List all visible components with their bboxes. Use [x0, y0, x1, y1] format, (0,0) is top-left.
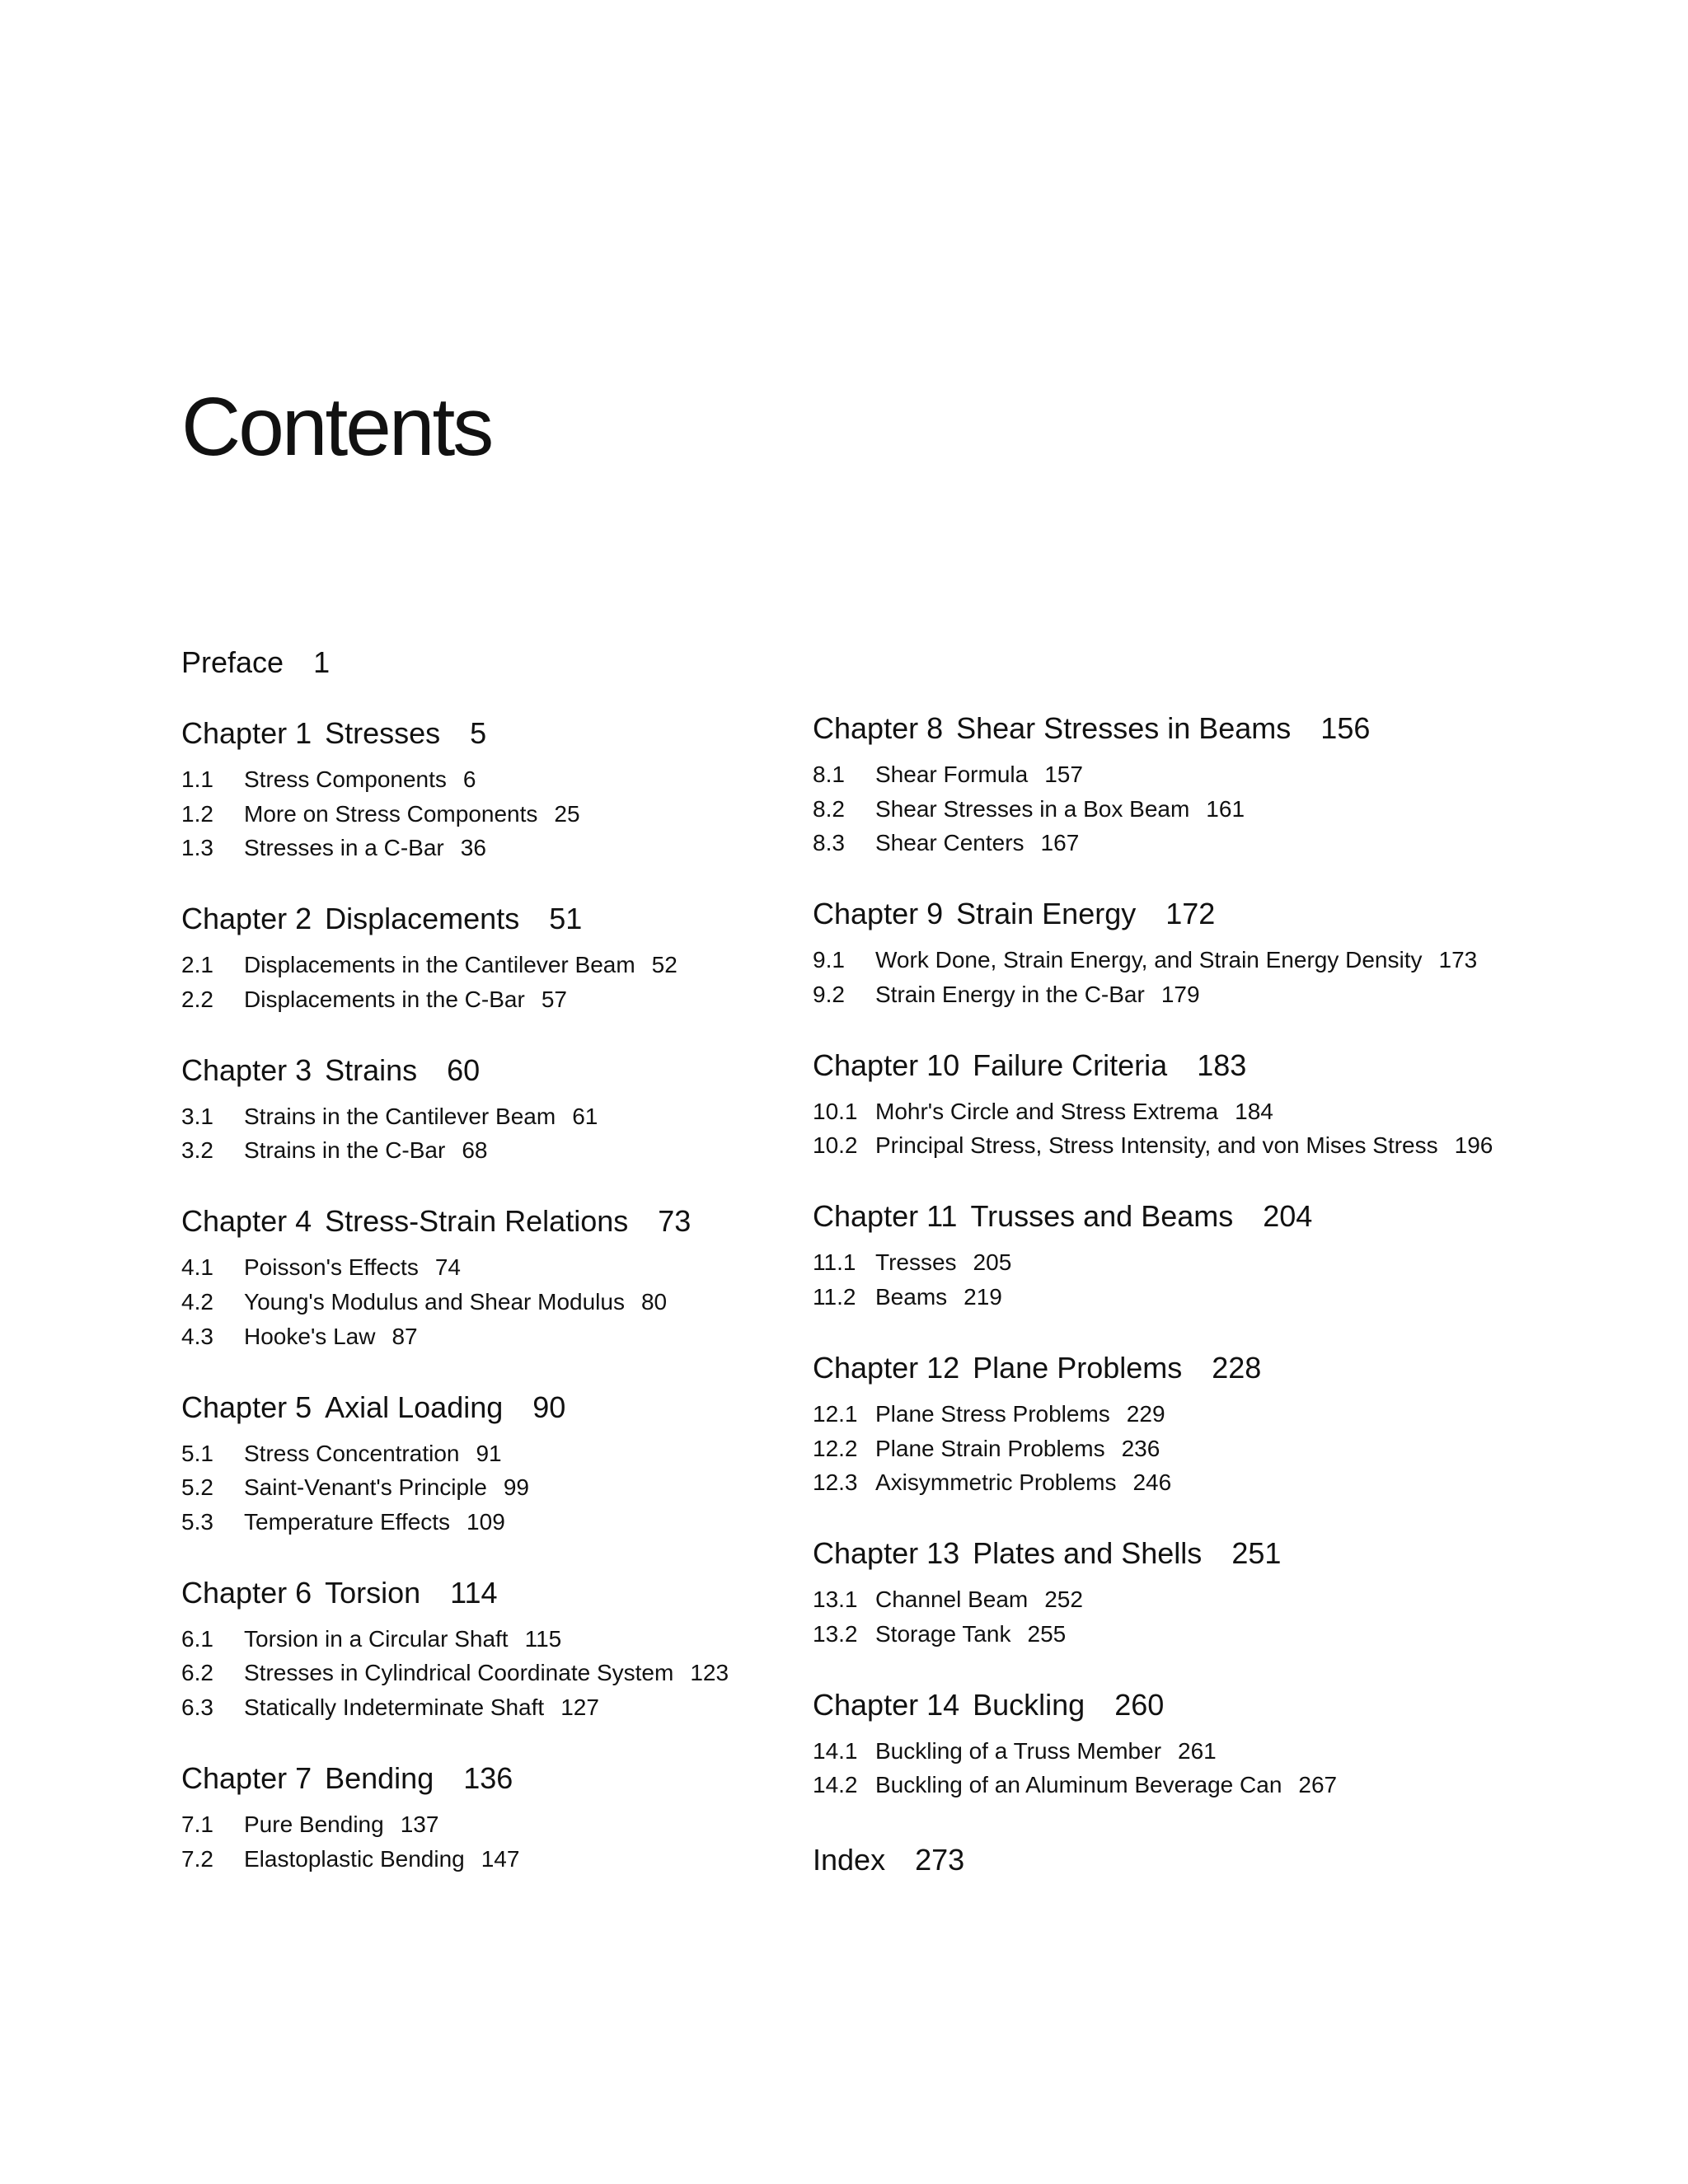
index-page-number: 273: [915, 1843, 965, 1877]
section-entry[interactable]: [181, 1105, 598, 1128]
section-page-number: 219: [964, 1284, 1002, 1310]
section-title: Work Done, Strain Energy, and Strain Energy Density: [875, 947, 1423, 973]
section-number: 5.3: [181, 1508, 213, 1535]
section-page-number: 52: [651, 952, 678, 978]
section-number: 6.2: [181, 1660, 213, 1686]
section-page-number: 261: [1178, 1737, 1217, 1764]
section-entry[interactable]: [813, 1588, 1083, 1611]
section-entry[interactable]: [813, 1134, 1493, 1157]
section-entry[interactable]: [813, 1100, 1273, 1123]
section-title: Plane Stress Problems: [875, 1401, 1110, 1427]
index-label: Index: [813, 1843, 886, 1877]
section-entry[interactable]: [813, 1737, 1217, 1764]
section-title: Plane Strain Problems: [875, 1435, 1105, 1461]
section-entry[interactable]: [181, 1325, 418, 1348]
section-entry[interactable]: [181, 1256, 461, 1279]
index-entry[interactable]: [813, 1845, 964, 1875]
section-number: 8.2: [813, 795, 845, 822]
chapter-title: Buckling: [973, 1687, 1085, 1722]
chapter-page-number: 73: [658, 1204, 692, 1239]
section-number: 10.1: [813, 1098, 858, 1124]
chapter-title: Plates and Shells: [973, 1536, 1203, 1571]
section-entry[interactable]: [181, 988, 567, 1011]
chapter-title: Torsion: [325, 1575, 421, 1610]
section-number: 9.1: [813, 947, 845, 973]
preface-label: Preface: [181, 645, 284, 679]
section-number: 7.2: [181, 1845, 213, 1872]
section-page-number: 6: [462, 766, 476, 792]
chapter-heading[interactable]: [813, 1047, 1247, 1082]
chapter-number: Chapter 9: [813, 897, 944, 931]
section-number: 12.1: [813, 1401, 858, 1427]
chapter-title: Stress-Strain Relations: [325, 1204, 629, 1239]
section-title: Beams: [875, 1284, 948, 1310]
section-title: Channel Beam: [875, 1586, 1029, 1613]
chapter-title: Displacements: [325, 902, 520, 936]
section-number: 14.1: [813, 1737, 858, 1764]
section-page-number: 80: [640, 1289, 668, 1315]
section-page-number: 184: [1235, 1098, 1273, 1124]
chapter-number: Chapter 2: [181, 902, 312, 936]
page-title: Contents: [181, 381, 492, 473]
section-page-number: 179: [1160, 981, 1200, 1007]
chapter-title: Plane Problems: [973, 1351, 1183, 1385]
chapter-heading[interactable]: [181, 904, 582, 934]
chapter-page-number: 5: [470, 716, 487, 750]
section-title: Stresses in Cylindrical Coordinate System: [244, 1660, 674, 1686]
section-page-number: 87: [392, 1323, 418, 1349]
section-title: Shear Formula: [875, 762, 1029, 787]
section-number: 8.3: [813, 830, 845, 856]
section-title: Stresses in a C-Bar: [244, 835, 444, 861]
section-number: 11.1: [813, 1249, 856, 1276]
chapter-page-number: 172: [1165, 897, 1216, 931]
section-title: Strain Energy in the C-Bar: [875, 981, 1145, 1007]
chapter-page-number: 114: [450, 1575, 498, 1610]
chapter-number: Chapter 8: [813, 711, 944, 745]
section-page-number: 252: [1044, 1586, 1083, 1613]
chapter-heading[interactable]: [181, 716, 487, 750]
section-page-number: 127: [560, 1694, 599, 1720]
section-page-number: 57: [541, 986, 567, 1012]
chapter-page-number: 204: [1263, 1199, 1313, 1234]
section-entry[interactable]: [181, 1442, 502, 1465]
section-page-number: 25: [554, 800, 580, 827]
section-page-number: 161: [1206, 795, 1245, 822]
chapter-page-number: 156: [1320, 711, 1371, 745]
section-title: Shear Stresses in a Box Beam: [875, 795, 1190, 822]
section-entry[interactable]: [813, 1403, 1165, 1426]
section-number: 1.2: [181, 800, 213, 827]
section-page-number: 255: [1027, 1620, 1067, 1647]
section-title: Storage Tank: [875, 1620, 1011, 1647]
section-number: 5.1: [181, 1440, 213, 1466]
section-title: Displacements in the C-Bar: [244, 986, 525, 1012]
section-title: Shear Centers: [875, 830, 1025, 856]
chapter-heading[interactable]: [813, 711, 1371, 745]
chapter-title: Strain Energy: [956, 897, 1137, 931]
section-number: 10.2: [813, 1132, 858, 1159]
section-number: 13.1: [813, 1586, 858, 1613]
section-number: 11.2: [813, 1284, 856, 1310]
section-number: 4.2: [181, 1289, 213, 1315]
section-page-number: 236: [1121, 1435, 1160, 1461]
chapter-number: Chapter 13: [813, 1536, 960, 1571]
section-title: Saint-Venant's Principle: [244, 1474, 487, 1501]
chapter-page-number: 260: [1114, 1687, 1165, 1722]
section-page-number: 68: [462, 1137, 488, 1164]
section-title: Stress Components: [244, 766, 447, 792]
section-number: 3.2: [181, 1137, 213, 1164]
chapter-number: Chapter 12: [813, 1351, 960, 1385]
section-page-number: 157: [1044, 762, 1083, 787]
section-title: Tresses: [875, 1249, 957, 1276]
chapter-number: Chapter 3: [181, 1052, 312, 1087]
chapter-heading[interactable]: [813, 1536, 1282, 1571]
section-entry[interactable]: [813, 983, 1200, 1006]
section-number: 4.3: [181, 1323, 213, 1349]
chapter-page-number: 60: [447, 1052, 481, 1087]
section-entry[interactable]: [181, 1476, 529, 1499]
chapter-number: Chapter 11: [813, 1199, 958, 1234]
chapter-page-number: 251: [1231, 1536, 1282, 1571]
chapter-number: Chapter 7: [181, 1761, 312, 1795]
section-number: 1.3: [181, 835, 213, 861]
section-entry[interactable]: [813, 763, 1083, 786]
section-number: 6.3: [181, 1694, 213, 1720]
section-page-number: 36: [460, 835, 486, 861]
chapter-title: Trusses and Beams: [970, 1199, 1234, 1234]
section-title: Strains in the C-Bar: [244, 1137, 446, 1164]
section-number: 9.2: [813, 981, 845, 1007]
section-entry[interactable]: [813, 1471, 1171, 1494]
chapter-heading[interactable]: [181, 1575, 498, 1610]
chapter-number: Chapter 4: [181, 1204, 312, 1239]
section-page-number: 147: [481, 1845, 520, 1872]
section-number: 14.2: [813, 1772, 858, 1798]
chapter-page-number: 228: [1212, 1351, 1262, 1385]
chapter-heading[interactable]: [181, 1761, 513, 1795]
chapter-page-number: 51: [549, 902, 583, 936]
preface-entry[interactable]: [181, 645, 331, 679]
section-entry[interactable]: [813, 795, 1245, 822]
chapter-title: Bending: [325, 1761, 434, 1795]
section-number: 6.1: [181, 1625, 213, 1652]
section-number: 7.1: [181, 1811, 213, 1837]
chapter-heading[interactable]: [181, 1052, 481, 1087]
section-page-number: 61: [572, 1103, 598, 1129]
section-entry[interactable]: [181, 837, 486, 860]
chapter-heading[interactable]: [813, 1687, 1165, 1722]
section-number: 8.1: [813, 762, 845, 787]
section-number: 4.1: [181, 1254, 213, 1281]
section-entry[interactable]: [181, 1813, 438, 1836]
section-entry[interactable]: [181, 1661, 729, 1685]
section-entry[interactable]: [813, 1437, 1160, 1460]
section-title: Temperature Effects: [244, 1508, 451, 1535]
section-entry[interactable]: [181, 1139, 487, 1162]
section-page-number: 167: [1040, 830, 1080, 856]
chapter-heading[interactable]: [813, 1199, 1313, 1234]
chapter-page-number: 90: [532, 1390, 566, 1424]
section-number: 5.2: [181, 1474, 213, 1501]
chapter-heading[interactable]: [813, 1353, 1261, 1383]
chapter-title: Axial Loading: [325, 1390, 504, 1424]
section-entry[interactable]: [181, 1696, 599, 1719]
section-entry[interactable]: [813, 1251, 1011, 1274]
chapter-heading[interactable]: [181, 1390, 566, 1424]
section-number: 1.1: [181, 766, 213, 792]
chapter-title: Strains: [325, 1052, 418, 1087]
chapter-page-number: 183: [1197, 1047, 1247, 1082]
section-entry[interactable]: [813, 949, 1477, 972]
chapter-title: Stresses: [325, 716, 441, 750]
section-title: More on Stress Components: [244, 800, 538, 827]
section-title: Stress Concentration: [244, 1440, 460, 1466]
section-page-number: 173: [1438, 947, 1478, 973]
section-title: Mohr's Circle and Stress Extrema: [875, 1098, 1219, 1124]
section-number: 3.1: [181, 1103, 213, 1129]
chapter-heading[interactable]: [181, 1204, 692, 1239]
section-title: Statically Indeterminate Shaft: [244, 1694, 545, 1720]
section-entry[interactable]: [813, 1774, 1337, 1797]
section-page-number: 229: [1126, 1401, 1165, 1427]
section-page-number: 196: [1454, 1132, 1493, 1159]
section-title: Elastoplastic Bending: [244, 1845, 465, 1872]
section-page-number: 267: [1298, 1772, 1338, 1798]
section-entry[interactable]: [813, 1286, 1002, 1309]
preface-page-number: 1: [313, 645, 331, 679]
section-title: Hooke's Law: [244, 1323, 376, 1349]
section-title: Strains in the Cantilever Beam: [244, 1103, 556, 1129]
chapter-number: Chapter 1: [181, 716, 312, 750]
section-number: 12.2: [813, 1435, 858, 1461]
chapter-number: Chapter 10: [813, 1047, 960, 1082]
section-title: Displacements in the Cantilever Beam: [244, 952, 635, 978]
section-page-number: 115: [524, 1625, 562, 1652]
section-title: Poisson's Effects: [244, 1254, 419, 1281]
section-entry[interactable]: [181, 1291, 667, 1314]
section-title: Pure Bending: [244, 1811, 384, 1837]
section-title: Buckling of a Truss Member: [875, 1737, 1162, 1764]
section-page-number: 91: [476, 1440, 502, 1466]
section-entry[interactable]: [181, 768, 476, 791]
chapter-title: Shear Stresses in Beams: [956, 711, 1292, 745]
section-title: Axisymmetric Problems: [875, 1469, 1117, 1496]
section-page-number: 205: [973, 1249, 1012, 1276]
chapter-number: Chapter 14: [813, 1687, 960, 1722]
chapter-page-number: 136: [463, 1761, 513, 1795]
chapter-title: Failure Criteria: [973, 1047, 1168, 1082]
section-entry[interactable]: [181, 1845, 520, 1872]
section-entry[interactable]: [181, 1508, 505, 1535]
section-page-number: 99: [503, 1474, 530, 1501]
section-page-number: 246: [1132, 1469, 1172, 1496]
chapter-number: Chapter 5: [181, 1390, 312, 1424]
section-page-number: 74: [434, 1254, 461, 1281]
section-number: 2.2: [181, 986, 213, 1012]
section-entry[interactable]: [181, 800, 580, 827]
section-title: Principal Stress, Stress Intensity, and von Mises Stress: [875, 1132, 1438, 1159]
section-entry[interactable]: [181, 954, 678, 977]
section-entry[interactable]: [813, 832, 1079, 855]
chapter-heading[interactable]: [813, 899, 1215, 929]
section-page-number: 137: [400, 1811, 439, 1837]
section-number: 13.2: [813, 1620, 858, 1647]
section-title: Torsion in a Circular Shaft: [244, 1625, 509, 1652]
section-page-number: 123: [690, 1660, 729, 1686]
section-page-number: 109: [467, 1508, 505, 1535]
section-title: Buckling of an Aluminum Beverage Can: [875, 1772, 1282, 1798]
section-entry[interactable]: [813, 1620, 1067, 1647]
section-number: 2.1: [181, 952, 213, 978]
section-number: 12.3: [813, 1469, 858, 1496]
section-title: Young's Modulus and Shear Modulus: [244, 1289, 625, 1315]
chapter-number: Chapter 6: [181, 1575, 312, 1610]
section-entry[interactable]: [181, 1625, 562, 1652]
